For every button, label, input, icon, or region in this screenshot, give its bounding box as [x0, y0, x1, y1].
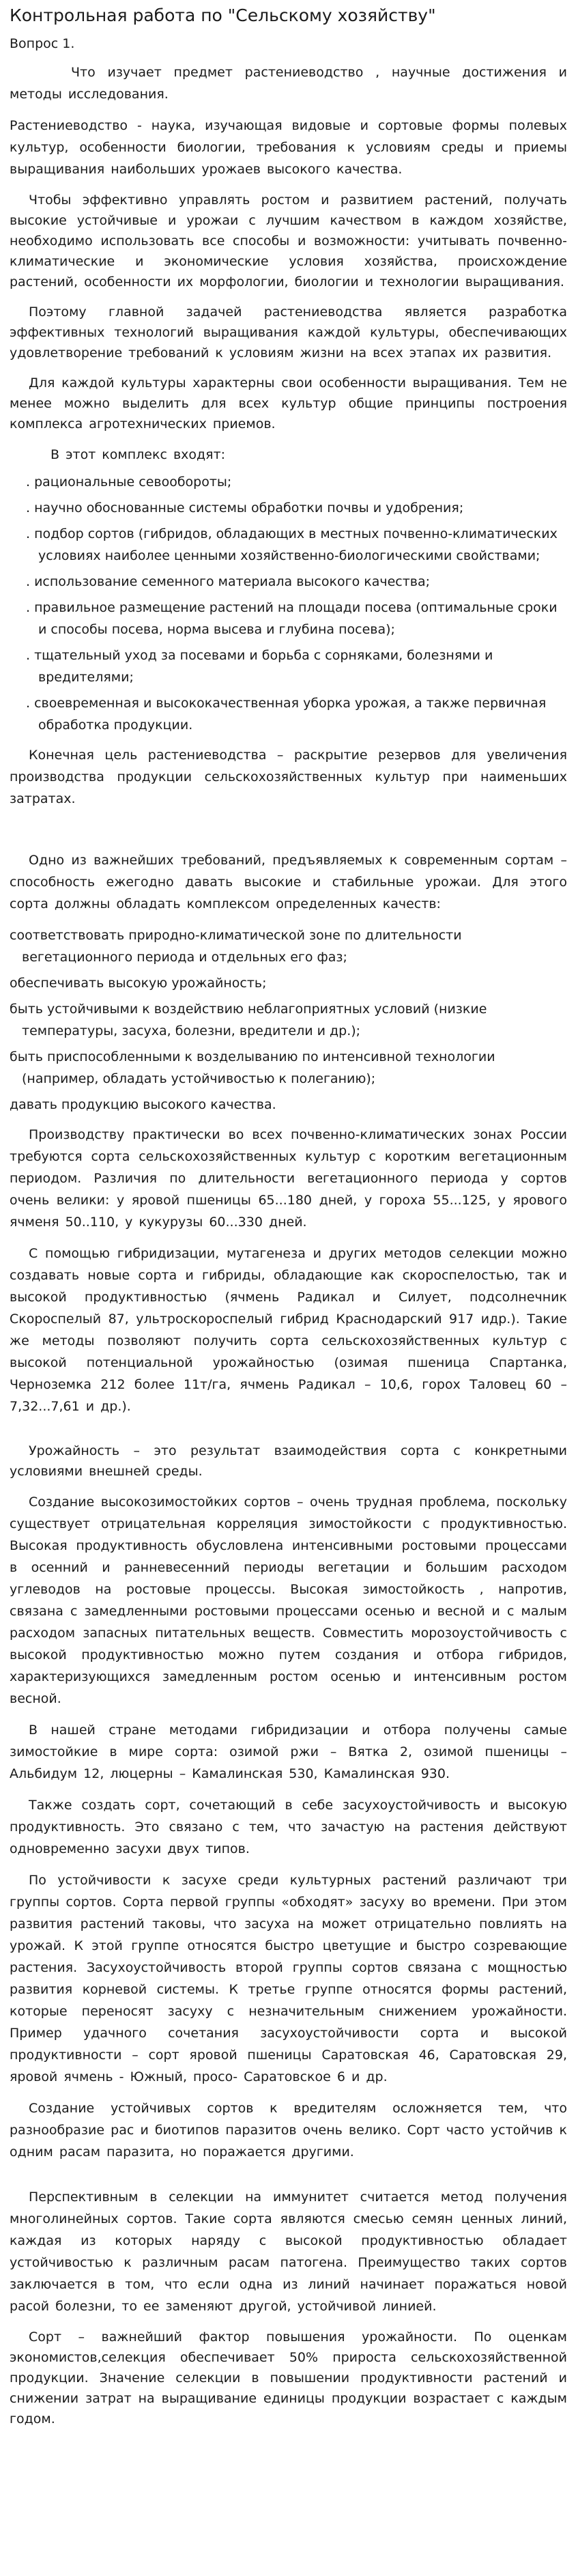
document-title: Контрольная работа по "Сельскому хозяйству": [10, 5, 436, 25]
paragraph: В этот комплекс входят:: [50, 447, 226, 462]
list-item: . своевременная и высококачественная уборка урожая, а также первичная обработка продукции.: [26, 696, 547, 733]
paragraph: Что изучает предмет растениеводство , научные достижения и методы исследования.: [10, 65, 567, 102]
paragraph: Поэтому главной задачей растениеводства является разработка эффективных технологий выращивания каждой культуры, обеспечивающих удовлетворение требований к условиям жизни на всех этапах их развития.: [10, 305, 567, 360]
paragraph: Перспективным в селекции на иммунитет считается метод получения многолинейных сортов. Такие сорта являются смесью семян ценных линий, каждая из которых наряду с высокой продуктивностью обладает устойчивостью к различным расам патогена. Преимущество таких сортов заключается в том, что если одна из линий начинает поражаться новой расой болезни, то ее заменяют другой, устойчивой линией.: [10, 2190, 567, 2314]
question-label: Вопрос 1.: [10, 36, 75, 51]
list-item: быть приспособленными к возделыванию по интенсивной технологии (например, обладать устойчивостью к полеганию);: [10, 1049, 495, 1086]
list-item: обеспечивать высокую урожайность;: [10, 976, 267, 991]
paragraph: Производству практически во всех почвенно-климатических зонах России требуются сорта сельскохозяйственных культур с коротким вегетационным периодом. Различия по длительности вегетационного периода у сортов очень велики: у яровой пшеницы 65...180 дней, у гороха 55...125, у ярового ячменя 50..110, у кукурузы 60...330 дней.: [10, 1127, 567, 1230]
paragraph: Для каждой культуры характерны свои особенности выращивания. Тем не менее можно выделить для всех культур общие принципы построения комплекса агротехнических приемов.: [10, 376, 567, 431]
list-item: . использование семенного материала высокого качества;: [26, 574, 431, 589]
complex-list: [10, 471, 567, 736]
paragraph: С помощью гибридизации, мутагенеза и других методов селекции можно создавать новые сорта и гибриды, обладающие как скороспелостью, так и высокой продуктивностью (ячмень Радикал и Силует, подсолнечник Скороспелый 87, ультроскороспелый гибрид Краснодарский 917 идр.). Такие же методы позволяют получить сорта сельскохозяйственных культур с высокой потенциальной урожайностью (озимая пшеница Спартанка, Черноземка 212 более 11т/га, ячмень Радикал – 10,6, горох Таловец 60 – 7,32...7,61 и др.).: [10, 1246, 567, 1414]
paragraph: Одно из важнейших требований, предъявляемых к современным сортам – способность ежегодно давать высокие и стабильные урожаи. Для этого сорта должны обладать комплексом определенных качеств:: [10, 853, 567, 911]
list-item: . рациональные севообороты;: [26, 475, 232, 490]
paragraph: В нашей стране методами гибридизации и отбора получены самые зимостойкие в мире сорта: озимой ржи – Вятка 2, озимой пшеницы – Альбидум 12, люцерны – Камалинская 530, Камалинская 930.: [10, 1723, 567, 1781]
paragraph: Чтобы эффективно управлять ростом и развитием растений, получать высокие устойчивые и урожаи с лучшим качеством в каждом хозяйстве, необходимо использовать все способы и возможности: учитывать почвенно-климатические и экономические условия хозяйства, происхождение растений, особенности их морфологии, биологии и технологии выращивания.: [10, 193, 567, 289]
spacer: [10, 819, 567, 849]
paragraph: Сорт – важнейший фактор повышения урожайности. По оценкам экономистов,селекция обеспечивает 50% прироста сельскохозяйственной продукции. Значение селекции в повышении продуктивности растений и снижении затрат на выращивание единицы продукции возрастает с каждым годом.: [10, 2330, 567, 2426]
paragraph: По устойчивости к засухе среди культурных растений различают три группы сортов. Сорта первой группы «обходят» засуху во времени. При этом развития растений таковы, что засуха на может отрицательно повлиять на урожай. К этой группе относятся быстро цветущие и быстро созревающие растения. Засухоустойчивость второй группы сортов связана с мощностью развития корневой системы. К третье группе относятся формы растений, которые переносят засуху с незначительным снижением урожайности. Пример удачного сочетания засухоустойчивости сорта и высокой продуктивности – сорт яровой пшеницы Саратовская 46, Саратовская 29, яровой ячмень - Южный, просо- Саратовское 6 и др.: [10, 1873, 567, 2084]
spacer: [10, 2172, 567, 2186]
paragraph: Создание устойчивых сортов к вредителям осложняется тем, что разнообразие рас и биотипов паразитов очень велико. Сорт часто устойчив к одним расам паразита, но поражается другими.: [10, 2101, 567, 2160]
paragraph: Урожайность – это результат взаимодействия сорта с конкретными условиями внешней среды.: [10, 1443, 567, 1479]
paragraph: Растениеводство - наука, изучающая видовые и сортовые формы полевых культур, особенности биологии, требования к условиям среды и приемы выращивания наибольших урожаев высокого качества.: [10, 118, 567, 177]
list-item: . правильное размещение растений на площади посева (оптимальные сроки и способы посева, норма высева и глубина посева);: [26, 600, 558, 637]
list-item: . подбор сортов (гибридов, обладающих в местных почвенно-климатических условиях наиболее ценными хозяйственно-биологическими свойствами;: [26, 526, 558, 563]
spacer: [10, 1427, 567, 1441]
list-item: быть устойчивыми к воздействию неблагоприятных условий (низкие температуры, засуха, болезни, вредители и др.);: [10, 1002, 487, 1038]
quality-list: [10, 924, 567, 1116]
list-item: . тщательный уход за посевами и борьба с сорняками, болезнями и вредителями;: [26, 648, 493, 685]
paragraph: Конечная цель растениеводства – раскрытие резервов для увеличения производства продукции сельскохозяйственных культур при наименьших затратах.: [10, 748, 567, 806]
list-item: . научно обоснованные системы обработки почвы и удобрения;: [26, 500, 464, 515]
list-item: соответствовать природно-климатической зоне по длительности вегетационного периода и отдельных его фаз;: [10, 928, 462, 965]
list-item: давать продукцию высокого качества.: [10, 1097, 276, 1112]
paragraph: Создание высокозимостойких сортов – очень трудная проблема, поскольку существует отрицательная корреляция зимостойкости с продуктивностью. Высокая продуктивность обусловлена интенсивными ростовыми процессами в осенний и ранневесенний периоды вегетации и большим расходом углеводов на ростовые процессы. Высокая зимостойкость , напротив, связана с замедленными ростовыми процессами осенью и весной и с малым расходом запасных питательных веществ. Совместить морозоустойчивость с высокой продуктивностью можно путем создания и отбора гибридов, характеризующихся замедленным ростом осенью и интенсивным ростом весной.: [10, 1495, 567, 1706]
paragraph: Также создать сорт, сочетающий в себе засухоустойчивость и высокую продуктивность. Это связано с тем, что зачастую на растения действуют одновременно засухи двух типов.: [10, 1798, 567, 1856]
